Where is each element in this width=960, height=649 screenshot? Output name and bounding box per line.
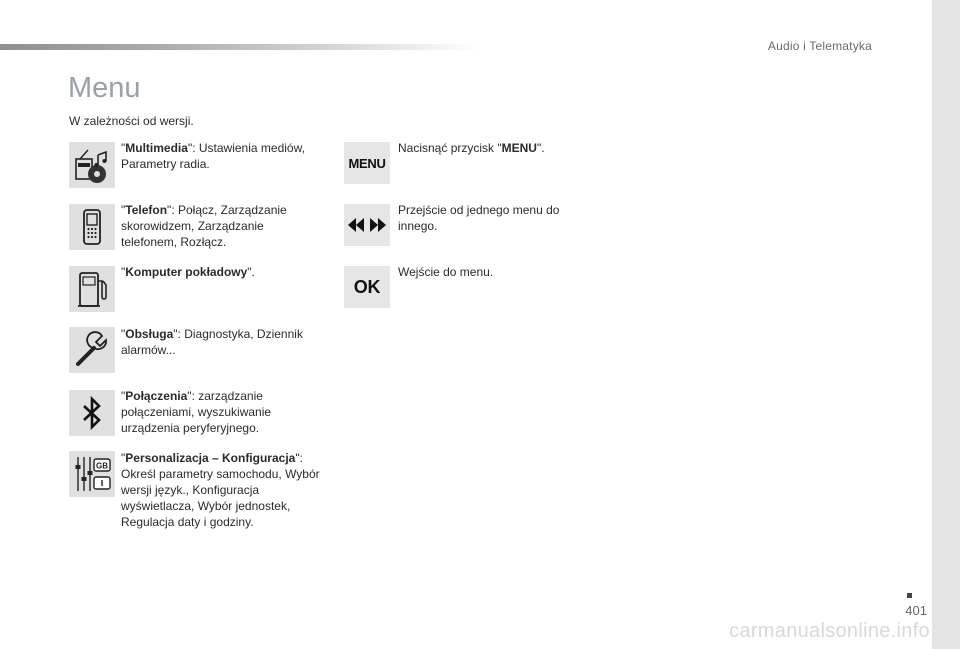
section-title: Audio i Telematyka	[767, 39, 872, 53]
menu-item-komputer: "Komputer pokładowy".	[121, 265, 255, 279]
ok-button: OK	[344, 266, 390, 308]
wrench-icon	[69, 327, 115, 373]
phone-icon	[69, 204, 115, 250]
side-strip	[932, 0, 960, 649]
multimedia-icon	[69, 142, 115, 188]
settings-sliders-icon	[69, 451, 115, 497]
ok-description: Wejście do menu.	[398, 265, 494, 279]
page-marker	[907, 593, 912, 598]
page-title: Menu	[68, 72, 141, 104]
page-number: 401	[905, 603, 927, 618]
menu-item-polaczenia: "Połączenia": zarządzanie połączeniami, wyszukiwanie urządzenia peryferyjnego.	[121, 389, 272, 435]
arrows-button	[344, 204, 390, 246]
menu-button-description: Nacisnąć przycisk "MENU".	[398, 141, 545, 155]
svg-text:GB: GB	[96, 461, 108, 471]
bluetooth-icon	[69, 390, 115, 436]
menu-item-telefon: "Telefon": Połącz, Zarządzanie skorowidzem, Zarządzanie telefonem, Rozłącz.	[121, 203, 287, 249]
menu-item-multimedia: "Multimedia": Ustawienia mediów, Parametry radia.	[121, 141, 305, 171]
header-gradient-bar	[0, 44, 480, 50]
menu-item-obsluga: "Obsługa": Diagnostyka, Dziennik alarmów...	[121, 327, 303, 357]
left-right-arrows-icon	[346, 215, 388, 235]
intro-text: W zależności od wersji.	[69, 114, 194, 128]
fuel-pump-icon	[69, 266, 115, 312]
menu-item-personalizacja: "Personalizacja – Konfiguracja": Określ parametry samochodu, Wybór wersji język., Konfiguracja wyświetlacza, Wybór jednostek, Regulacja daty i godziny.	[121, 451, 320, 529]
arrows-description: Przejście od jednego menu do innego.	[398, 203, 560, 233]
footer-watermark: carmanualsonline.info	[729, 620, 930, 642]
menu-button: MENU	[344, 142, 390, 184]
